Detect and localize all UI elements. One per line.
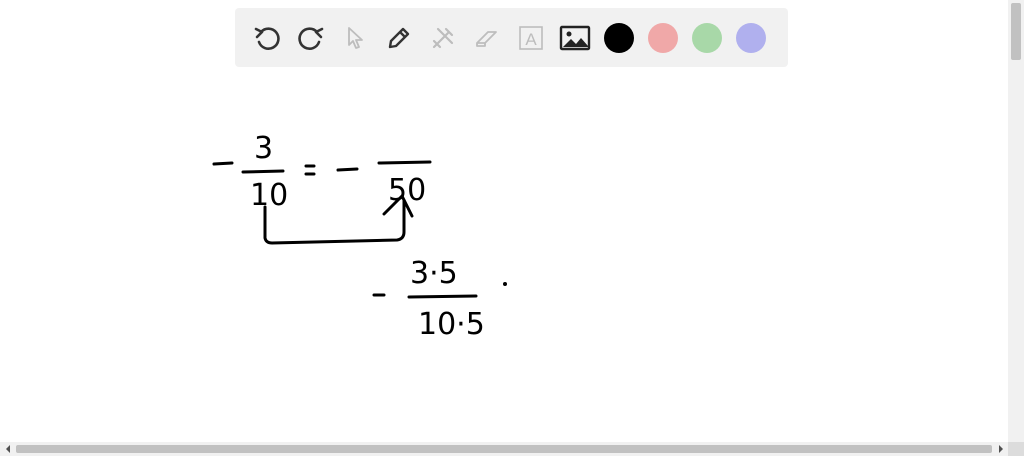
color-swatch-black — [604, 23, 634, 53]
eraser-button[interactable] — [465, 16, 509, 60]
numerator-1: 3 — [254, 131, 274, 166]
tools-button[interactable] — [421, 16, 465, 60]
tools-icon — [428, 23, 458, 53]
scroll-left-arrow-icon[interactable] — [3, 442, 13, 456]
scrollbar-corner — [1008, 442, 1024, 456]
color-swatch-purple — [736, 23, 766, 53]
undo-icon — [252, 23, 282, 53]
image-button[interactable] — [553, 16, 597, 60]
pen-icon — [384, 23, 414, 53]
redo-button[interactable] — [289, 16, 333, 60]
pointer-icon — [340, 23, 370, 53]
text-icon — [516, 23, 546, 53]
fraction-bar-1 — [243, 171, 283, 172]
numerator-2: 3·5 — [410, 256, 458, 291]
redo-icon — [296, 23, 326, 53]
denominator-2: 50 — [388, 173, 427, 208]
minus-sign-1 — [214, 163, 232, 164]
horizontal-scroll-thumb[interactable] — [16, 445, 992, 453]
undo-button[interactable] — [245, 16, 289, 60]
denominator-1: 10 — [250, 178, 289, 213]
vertical-scroll-thumb[interactable] — [1011, 3, 1021, 60]
text-button[interactable] — [509, 16, 553, 60]
equals-sign — [306, 166, 314, 174]
minus-sign-2 — [338, 169, 357, 170]
fraction-bar-3 — [409, 296, 476, 297]
pen-button[interactable] — [377, 16, 421, 60]
scroll-right-arrow-icon[interactable] — [996, 442, 1006, 456]
image-icon — [558, 23, 592, 53]
fraction-bar-2 — [379, 162, 430, 163]
vertical-scrollbar[interactable] — [1008, 0, 1024, 442]
color-purple-button[interactable] — [729, 16, 773, 60]
text-icon-glyph: A — [525, 29, 537, 49]
pointer-button[interactable] — [333, 16, 377, 60]
color-swatch-green — [692, 23, 722, 53]
color-swatch-pink — [648, 23, 678, 53]
drawing-toolbar — [235, 8, 788, 67]
trailing-dot — [503, 282, 507, 286]
color-pink-button[interactable] — [641, 16, 685, 60]
color-black-button[interactable] — [597, 16, 641, 60]
eraser-icon — [472, 23, 502, 53]
denominator-3: 10·5 — [418, 307, 485, 342]
color-green-button[interactable] — [685, 16, 729, 60]
horizontal-scrollbar[interactable] — [0, 442, 1008, 456]
